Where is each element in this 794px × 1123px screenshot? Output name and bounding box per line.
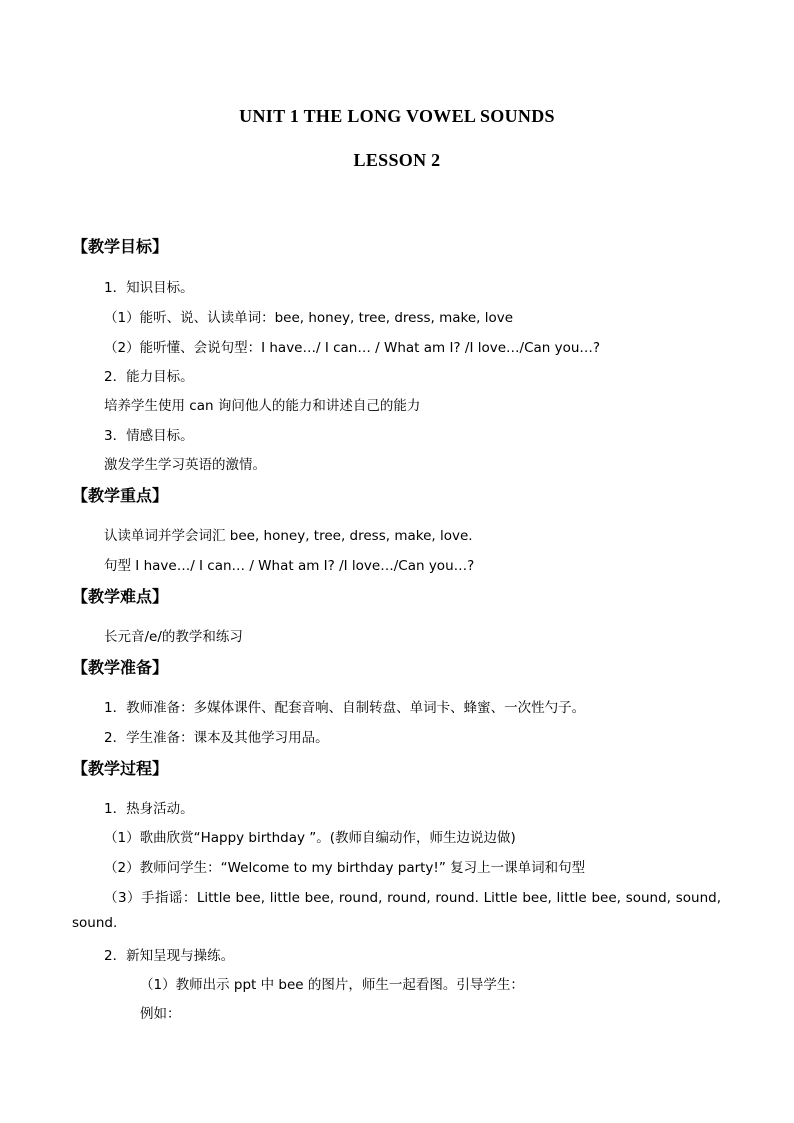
heading-preparation: 【教学准备】: [72, 658, 169, 677]
preparation-item: 2．学生准备：课本及其他学习用品。: [104, 730, 329, 746]
objectives-item: 激发学生学习英语的激情。: [104, 457, 266, 473]
process-item: （3）手指谣：Little bee, little bee, round, round, round. Little bee, little bee, sound, sound,: [104, 890, 721, 906]
process-item: 2．新知呈现与操练。: [104, 948, 235, 964]
key-points-item: 认读单词并学会词汇 bee, honey, tree, dress, make, love.: [104, 528, 473, 544]
process-item: 1．热身活动。: [104, 801, 194, 817]
process-item: （2）教师问学生：“Welcome to my birthday party!” 复习上一课单词和句型: [104, 860, 586, 876]
heading-key-points: 【教学重点】: [72, 486, 169, 505]
objectives-item: 1．知识目标。: [104, 280, 194, 296]
objectives-item: （1）能听、说、认读单词：bee, honey, tree, dress, make, love: [104, 310, 514, 326]
process-item: （1）歌曲欣赏“Happy birthday ”。(教师自编动作，师生边说边做): [104, 830, 516, 846]
difficulties-item: 长元音/e/的教学和练习: [104, 629, 243, 645]
preparation-item: 1．教师准备：多媒体课件、配套音响、自制转盘、单词卡、蜂蜜、一次性勺子。: [104, 700, 586, 716]
key-points-item: 句型 I have…/ I can… / What am I? /I love…/Can you…?: [104, 558, 475, 574]
objectives-item: 3．情感目标。: [104, 428, 194, 444]
heading-objectives: 【教学目标】: [72, 237, 169, 256]
heading-process: 【教学过程】: [72, 759, 169, 778]
objectives-item: 培养学生使用 can 询问他人的能力和讲述自己的能力: [104, 398, 421, 414]
lesson-title: LESSON 2: [353, 150, 441, 170]
unit-title: UNIT 1 THE LONG VOWEL SOUNDS: [239, 106, 555, 126]
process-item: 例如：: [140, 1006, 181, 1022]
heading-difficulties: 【教学难点】: [72, 587, 169, 606]
process-item: sound.: [72, 915, 118, 931]
objectives-item: 2．能力目标。: [104, 369, 194, 385]
process-item: （1）教师出示 ppt 中 bee 的图片，师生一起看图。引导学生：: [140, 977, 524, 993]
objectives-item: （2）能听懂、会说句型：I have…/ I can… / What am I? /I love…/Can you…?: [104, 340, 601, 356]
